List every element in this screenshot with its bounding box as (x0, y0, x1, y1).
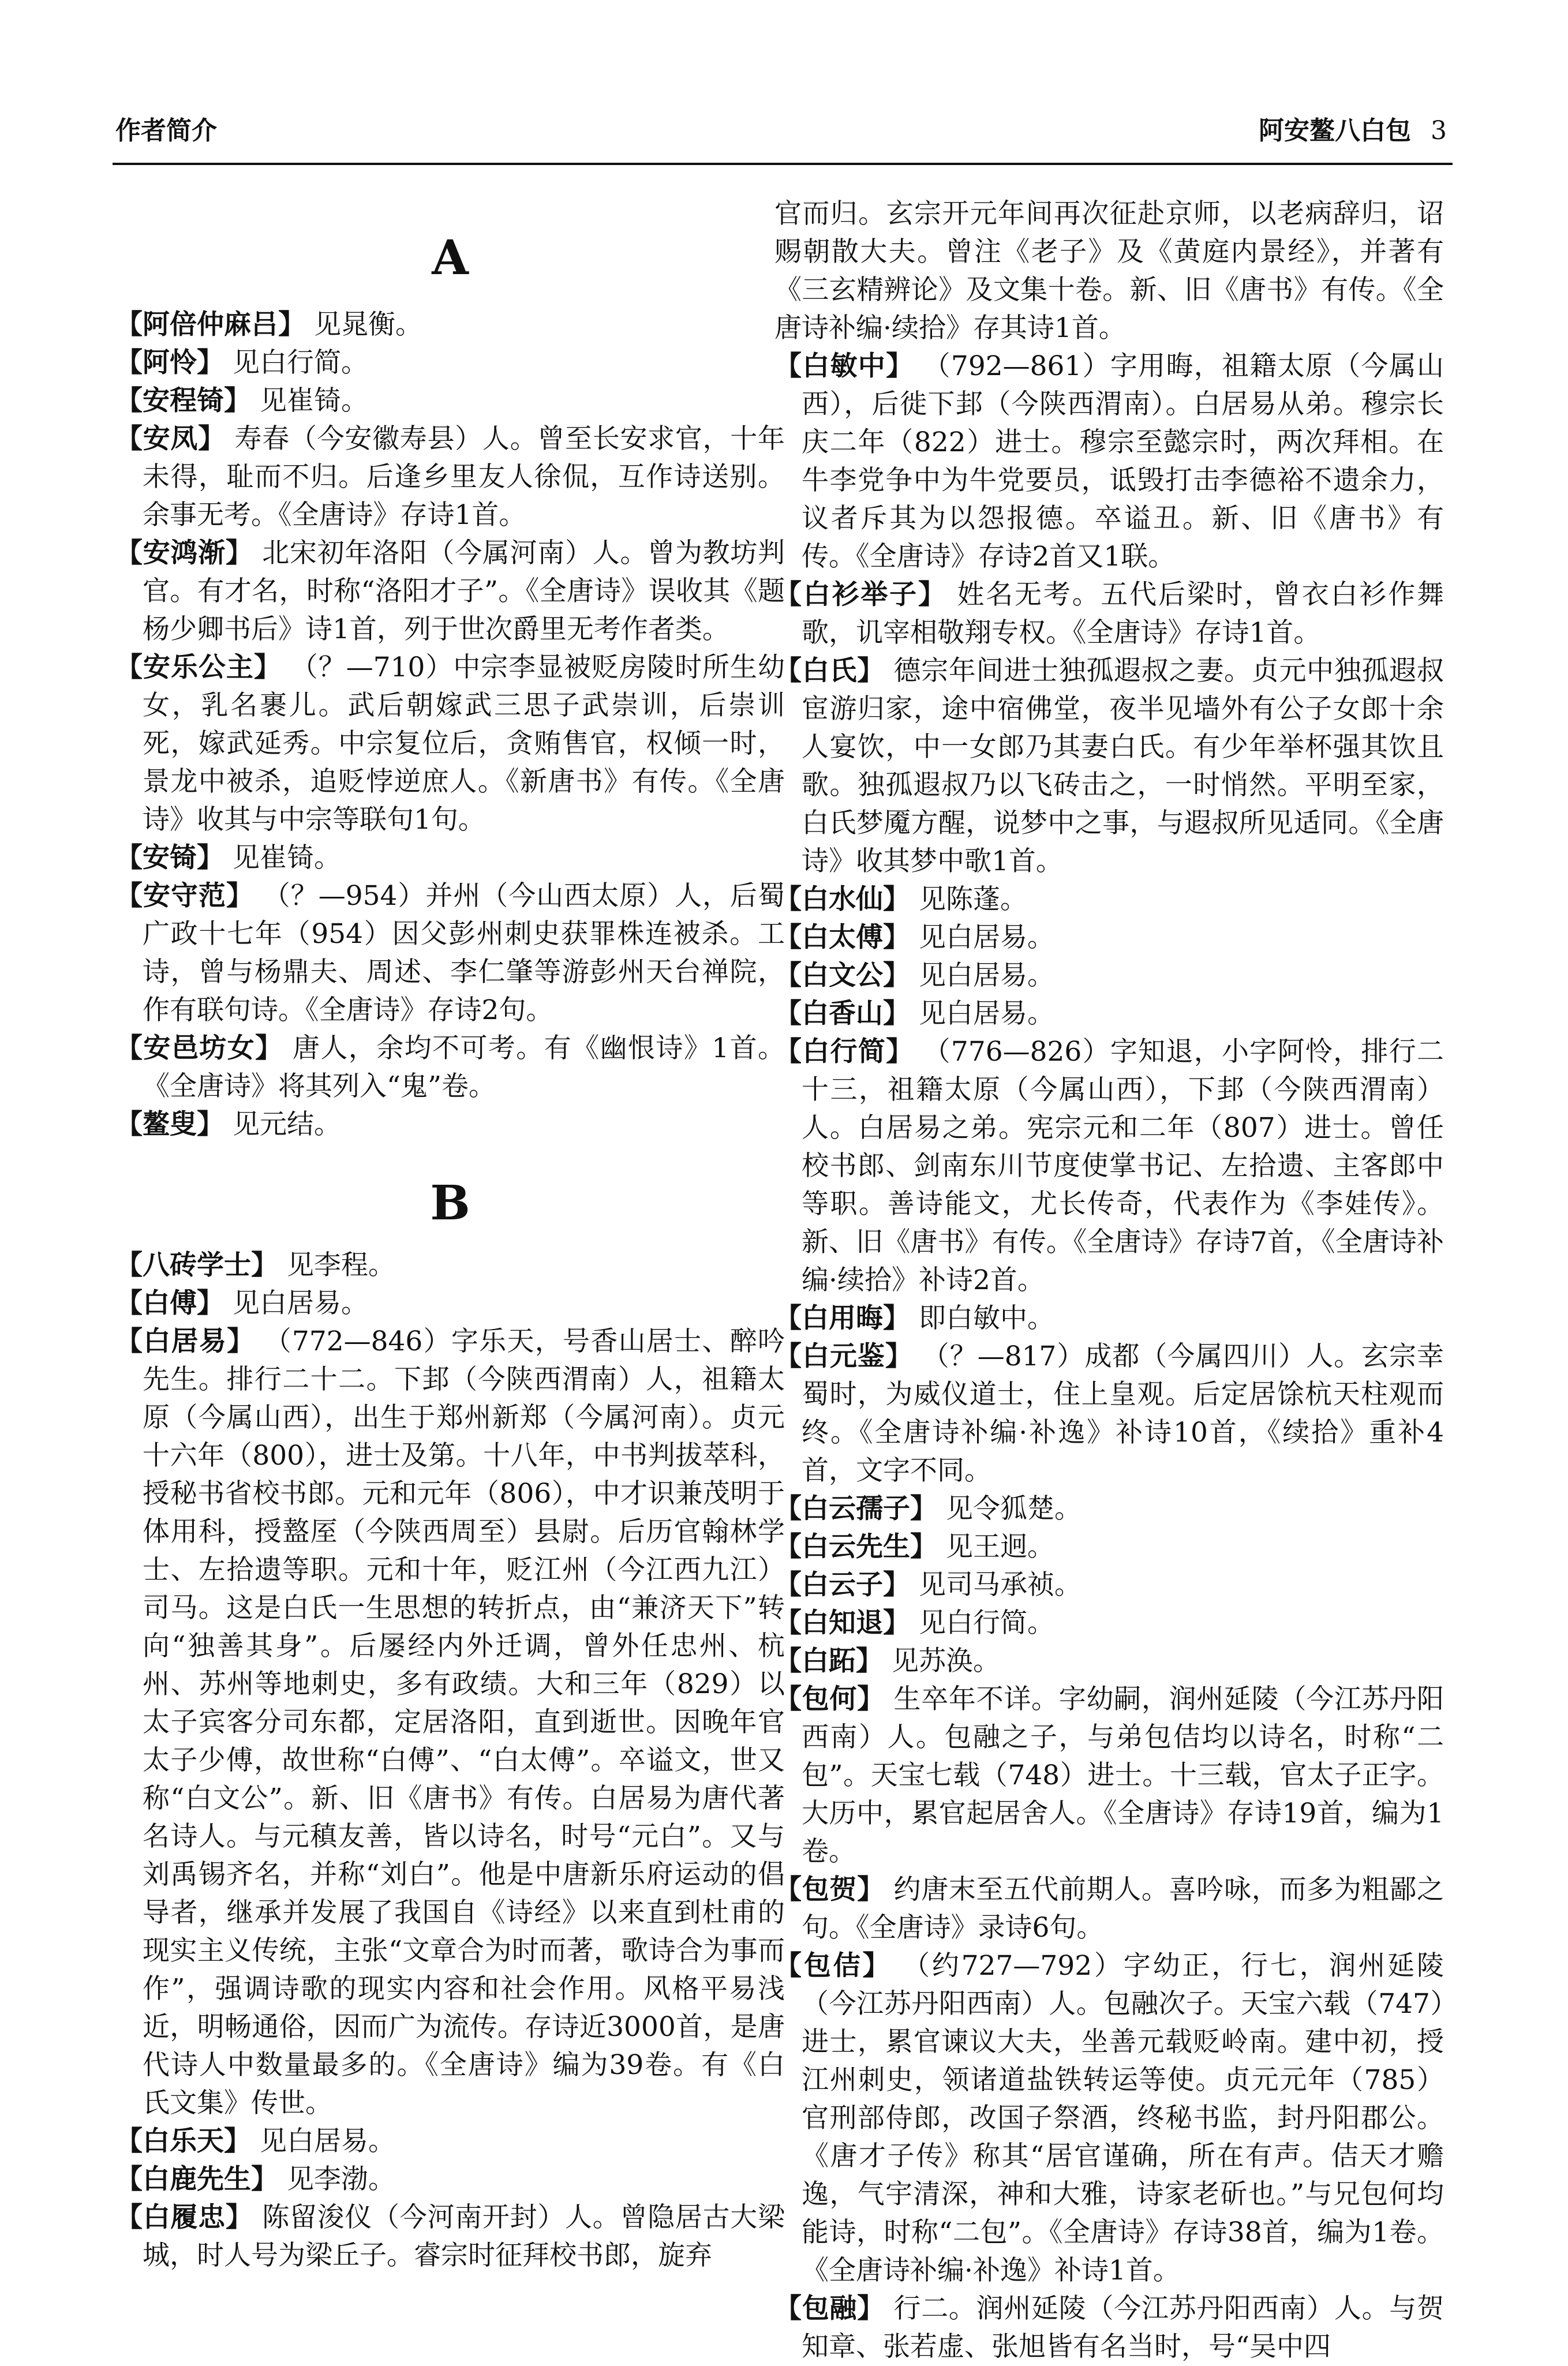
entry-text: 见王迥。 (945, 1531, 1054, 1563)
entry-headword: 【安凤】 (115, 423, 226, 455)
entry-text: 即白敏中。 (918, 1302, 1054, 1334)
dictionary-entry (115, 2122, 785, 2161)
entry-text: 见白行简。 (918, 1607, 1054, 1639)
running-header (115, 110, 1447, 150)
entry-headword: 【白鹿先生】 (115, 2163, 278, 2195)
entry-headword: 【白傅】 (115, 1287, 224, 1319)
entry-text: 寿春（今安徽寿县）人。曾至长安求官，十年未得，耻而不归。后逢乡里友人徐侃，互作诗送别。余事无考。《全唐诗》存诗1首。 (143, 423, 785, 531)
entry-text: 见李渤。 (286, 2163, 395, 2195)
entry-headword: 【白云子】 (774, 1569, 910, 1601)
entry-text: 见令狐楚。 (945, 1493, 1081, 1525)
dictionary-entry (774, 1604, 1444, 1642)
entry-text: （792—861）字用晦，祖籍太原（今属山西），后徙下邽（今陕西渭南）。白居易从弟。穆宗长庆二年（822）进士。穆宗至懿宗时，两次拜相。在牛李党争中为牛党要员，诋毁打击李德裕不遗余力，议者斥其为以怨报德。卒谥丑。新、旧《唐书》有传。《全唐诗》存诗2首又1联。 (802, 350, 1444, 572)
dictionary-entry (115, 420, 785, 534)
entry-text: 见司马承祯。 (918, 1569, 1081, 1601)
entry-text: （776—826）字知退，小字阿怜，排行二十三，祖籍太原（今属山西），下邽（今陕西渭南）人。白居易之弟。宪宗元和二年（807）进士。曾任校书郎、剑南东川节度使掌书记、左拾遗、主客郎中等职。善诗能文，尤长传奇，代表作为《李娃传》。新、旧《唐书》有传。《全唐诗》存诗7首，《全唐诗补编·续拾》补诗2首。 (802, 1036, 1444, 1296)
entry-headword: 【白用晦】 (774, 1302, 910, 1334)
dictionary-entry (115, 344, 785, 382)
entry-text: 见白行简。 (232, 347, 368, 379)
entry-text: 行二。润州延陵（今江苏丹阳西南）人。与贺知章、张若虚、张旭皆有名当时，号“吴中四 (802, 2293, 1444, 2363)
entry-headword: 【安程锜】 (115, 385, 251, 417)
entry-text: 唐人，余均不可考。有《幽恨诗》1首。《全唐诗》将其列入“鬼”卷。 (143, 1032, 785, 1102)
entry-text: 见白居易。 (918, 998, 1054, 1029)
entry-headword: 【白元鉴】 (774, 1341, 913, 1372)
entry-text: 见李程。 (286, 1249, 395, 1281)
entry-headword: 【白跖】 (774, 1645, 883, 1677)
dictionary-entry (115, 1285, 785, 1323)
entry-text: 见崔锜。 (232, 842, 341, 874)
entry-headword: 【包贺】 (774, 1874, 885, 1905)
entries-right (774, 347, 1444, 2366)
entry-text: （？—817）成都（今属四川）人。玄宗幸蜀时，为威仪道士，住上皇观。后定居馀杭天柱观而终。《全唐诗补编·补逸》补诗10首，《续拾》重补4首，文字不同。 (802, 1341, 1444, 1487)
entry-text: （？—710）中宗李显被贬房陵时所生幼女，乳名裹儿。武后朝嫁武三思子武崇训，后崇训死，嫁武延秀。中宗复位后，贪贿售官，权倾一时，景龙中被杀，追贬悖逆庶人。《新唐书》有传。《全唐诗》收其与中宗等联句1句。 (143, 652, 785, 836)
dictionary-entry (115, 1323, 785, 2122)
entry-headword: 【包何】 (774, 1683, 885, 1715)
dictionary-entry (774, 1642, 1444, 1680)
dictionary-entry (115, 382, 785, 420)
dictionary-entry (115, 1106, 785, 1144)
dictionary-entry (115, 1246, 785, 1285)
entry-text: 见晁衡。 (313, 309, 422, 340)
dictionary-entry (774, 957, 1444, 995)
dictionary-entry (115, 2199, 785, 2275)
dictionary-entry (774, 2290, 1444, 2366)
entry-text: 德宗年间进士独孤遐叔之妻。贞元中独孤遐叔宦游归家，途中宿佛堂，夜半见墙外有公子女郎十余人宴饮，中一女郎乃其妻白氏。有少年举杯强其饮且歌。独孤遐叔乃以飞砖击之，一时悄然。平明至家，白氏梦魇方醒，说梦中之事，与遐叔所见适同。《全唐诗》收其梦中歌1首。 (802, 655, 1444, 877)
entry-headword: 【白居易】 (115, 1326, 255, 1357)
entry-text: 见白居易。 (232, 1287, 368, 1319)
dictionary-entry (774, 347, 1444, 576)
entry-headword: 【白履忠】 (115, 2202, 253, 2233)
entry-text: 陈留浚仪（今河南开封）人。曾隐居古大梁城，时人号为梁丘子。睿宗时征拜校书郎，旋弃 (143, 2202, 785, 2271)
dictionary-entry (774, 576, 1444, 652)
entry-text: 北宋初年洛阳（今属河南）人。曾为教坊判官。有才名，时称“洛阳才子”。《全唐诗》误收其《题杨少卿书后》诗1首，列于世次爵里无考作者类。 (143, 537, 785, 645)
dictionary-entry (774, 1300, 1444, 1338)
dictionary-entry (774, 995, 1444, 1033)
entry-text: 见元结。 (232, 1109, 341, 1140)
dictionary-entry (115, 306, 785, 344)
left-column (115, 195, 785, 2275)
entry-headword: 【白云先生】 (774, 1531, 937, 1563)
entry-headword: 【白敏中】 (774, 350, 914, 382)
entry-headword: 【白乐天】 (115, 2125, 251, 2157)
entry-headword: 【安守范】 (115, 880, 254, 912)
entry-headword: 【鳌叟】 (115, 1109, 224, 1140)
right-column (774, 195, 1444, 2366)
entry-headword: 【白知退】 (774, 1607, 910, 1639)
entry-text: 见白居易。 (918, 922, 1054, 953)
entry-headword: 【白文公】 (774, 960, 910, 991)
entry-text: （？—954）并州（今山西太原）人，后蜀广政十七年（954）因父彭州刺史获罪株连被杀。工诗，曾与杨鼎夫、周述、李仁肇等游彭州天台禅院，作有联句诗。《全唐诗》存诗2句。 (143, 880, 785, 1026)
header-rule (113, 163, 1453, 165)
entry-range: 阿安鳌八白包 (1259, 116, 1411, 145)
entries-a (115, 306, 785, 1144)
entry-text: 生卒年不详。字幼嗣，润州延陵（今江苏丹阳西南）人。包融之子，与弟包佶均以诗名，时称“二包”。天宝七载（748）进士。十三载，官太子正字。大历中，累官起居舍人。《全唐诗》存诗19首，编为1卷。 (802, 1683, 1444, 1867)
dictionary-entry (115, 1029, 785, 1106)
entry-text: 姓名无考。五代后梁时，曾衣白衫作舞歌，讥宰相敬翔专权。《全唐诗》存诗1首。 (802, 579, 1444, 649)
entry-text: 见白居易。 (918, 960, 1054, 991)
dictionary-entry (774, 1947, 1444, 2290)
entry-text: 见崔锜。 (259, 385, 368, 417)
entry-headword: 【白香山】 (774, 998, 910, 1029)
header-right (1259, 110, 1447, 147)
entry-text: 见苏涣。 (891, 1645, 1000, 1677)
entry-text: （772—846）字乐天，号香山居士、醉吟先生。排行二十二。下邽（今陕西渭南）人，祖籍太原（今属山西），出生于郑州新郑（今属河南）。贞元十六年（800），进士及第。十八年，中书判拔萃科，授秘书省校书郎。元和元年（806），中才识兼茂明于体用科，授盩厔（今陕西周至）县尉。后历官翰林学士、左拾遗等职。元和十年，贬江州（今江西九江）司马。这是白氏一生思想的转折点，由“兼济天下”转向“独善其身”。后屡经内外迁调，曾外任忠州、杭州、苏州等地刺史，多有政绩。大和三年（829）以太子宾客分司东都，定居洛阳，直到逝世。因晚年官太子少傅，故世称“白傅”、“白太傅”。卒谥文，世又称“白文公”。新、旧《唐书》有传。白居易为唐代著名诗人。与元稹友善，皆以诗名，时号“元白”。又与刘禹锡齐名，并称“刘白”。他是中唐新乐府运动的倡导者，继承并发展了我国自《诗经》以来直到杜甫的现实主义传统，主张“文章合为时而著，歌诗合为事而作”，强调诗歌的现实内容和社会作用。风格平易浅近，明畅通俗，因而广为流传。存诗近3000首，是唐代诗人中数量最多的。《全唐诗》编为39卷。有《白氏文集》传世。 (143, 1326, 785, 2119)
entry-headword: 【包佶】 (774, 1950, 892, 1982)
entry-text: 见陈蓬。 (918, 883, 1027, 915)
page-number: 3 (1431, 116, 1447, 145)
dictionary-entry (774, 652, 1444, 881)
entry-headword: 【白衫举子】 (774, 579, 947, 611)
dictionary-entry (774, 881, 1444, 919)
entry-headword: 【白水仙】 (774, 883, 910, 915)
entry-headword: 【安邑坊女】 (115, 1032, 283, 1064)
section-title: 作者简介 (115, 116, 217, 145)
entry-text: 约唐末至五代前期人。喜吟咏，而多为粗鄙之句。《全唐诗》录诗6句。 (802, 1874, 1444, 1944)
entry-headword: 【白行简】 (774, 1036, 914, 1068)
dictionary-entry (774, 1566, 1444, 1604)
entries-b (115, 1246, 785, 2275)
entry-headword: 【安乐公主】 (115, 652, 282, 683)
dictionary-entry (115, 534, 785, 649)
section-letter-b: B (430, 1175, 470, 1231)
entry-continuation: 官而归。玄宗开元年间再次征赴京师，以老病辞归，诏赐朝散大夫。曾注《老子》及《黄庭内景经》，并著有《三玄精辨论》及文集十卷。新、旧《唐书》有传。《全唐诗补编·续拾》存其诗1首。 (774, 198, 1444, 344)
entry-headword: 【包融】 (774, 2293, 885, 2324)
dictionary-entry (774, 1338, 1444, 1490)
dictionary-entry (774, 1871, 1444, 1947)
entry-headword: 【安锜】 (115, 842, 224, 874)
dictionary-entry (774, 919, 1444, 957)
section-letter-a: A (432, 230, 469, 286)
entry-headword: 【八砖学士】 (115, 1249, 278, 1281)
entry-headword: 【安鸿渐】 (115, 537, 253, 569)
dictionary-entry (774, 1680, 1444, 1871)
entry-headword: 【阿怜】 (115, 347, 224, 379)
dictionary-entry (115, 649, 785, 839)
dictionary-entry (115, 877, 785, 1029)
entry-headword: 【白云孺子】 (774, 1493, 937, 1525)
dictionary-entry (115, 2161, 785, 2199)
dictionary-entry (115, 839, 785, 877)
dictionary-entry (774, 1490, 1444, 1528)
entry-headword: 【阿倍仲麻吕】 (115, 309, 305, 340)
dictionary-entry (774, 1528, 1444, 1566)
entry-text: 见白居易。 (259, 2125, 395, 2157)
entry-headword: 【白太傅】 (774, 922, 910, 953)
entry-headword: 【白氏】 (774, 655, 885, 687)
dictionary-entry (774, 1033, 1444, 1300)
entry-text: （约727—792）字幼正，行七，润州延陵（今江苏丹阳西南）人。包融次子。天宝六载（747）进士，累官谏议大夫，坐善元载贬岭南。建中初，授江州刺史，领诸道盐铁转运等使。贞元元年（785）官刑部侍郎，改国子祭酒，终秘书监，封丹阳郡公。《唐才子传》称其“居官谨确，所在有声。佶天才赡逸，气宇清深，神和大雅，诗家老斫也。”与兄包何均能诗，时称“二包”。《全唐诗》存诗38首，编为1卷。《全唐诗补编·补逸》补诗1首。 (802, 1950, 1444, 2286)
